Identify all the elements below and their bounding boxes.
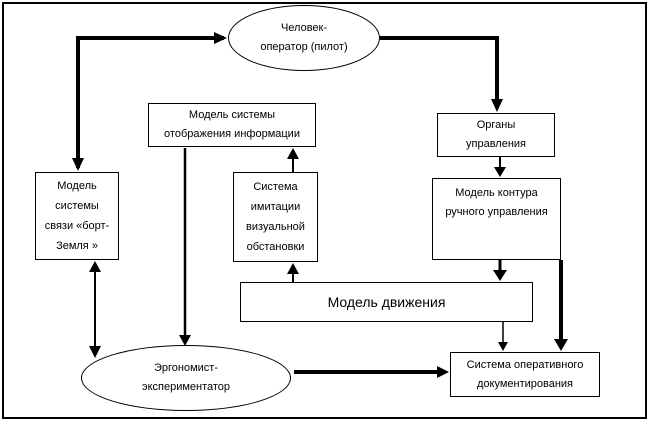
node-visual-environment-imitation xyxy=(233,172,318,262)
edge-comm-ergonomist xyxy=(89,261,101,358)
node-label: Модель контура xyxy=(455,187,538,199)
node-label: системы xyxy=(55,200,99,212)
edge-pilot-controls xyxy=(380,38,503,112)
node-label: Земля » xyxy=(56,240,98,252)
node-display-system-model xyxy=(148,103,316,147)
edge-display-ergonomist xyxy=(179,148,191,346)
node-operational-documentation-system xyxy=(450,352,600,397)
edge-ergonomist-docs xyxy=(294,366,449,378)
node-ergonomist-experimenter xyxy=(81,345,291,411)
node-label: обстановки xyxy=(246,241,305,253)
node-label: документирования xyxy=(476,377,574,390)
node-label: Эргономист- xyxy=(153,362,218,374)
node-label: Система xyxy=(253,181,298,193)
edge-motion-imitation xyxy=(287,263,299,282)
node-label: Органы xyxy=(476,119,516,131)
node-controls xyxy=(437,113,555,157)
edge-motion-docs xyxy=(498,322,508,351)
node-motion-model xyxy=(240,282,533,322)
edge-contour-docs xyxy=(554,260,568,351)
node-board-earth-comm-model xyxy=(35,172,119,260)
node-label: ручного управления xyxy=(445,206,548,218)
edge-controls-contour xyxy=(494,157,506,177)
edge-imitation-display xyxy=(287,148,299,172)
node-label: связи «борт- xyxy=(44,220,110,232)
node-human-operator-pilot xyxy=(228,5,380,71)
edge-contour-motion xyxy=(493,260,507,281)
node-label: оператор (пилот) xyxy=(260,41,348,53)
node-label: управления xyxy=(466,138,526,150)
node-label: Модель xyxy=(57,180,97,192)
node-label: Модель движения xyxy=(327,293,446,310)
node-label: визуальной xyxy=(246,221,305,233)
node-manual-control-loop-model xyxy=(432,178,561,260)
node-label: Модель системы xyxy=(188,109,276,121)
node-label: Человек- xyxy=(280,22,328,34)
edge-comm-pilot xyxy=(72,32,227,171)
node-label: экспериментатор xyxy=(141,381,231,393)
node-label: имитации xyxy=(250,201,301,213)
node-label: Система оперативного xyxy=(466,358,584,371)
node-label: отображения информации xyxy=(164,128,300,140)
